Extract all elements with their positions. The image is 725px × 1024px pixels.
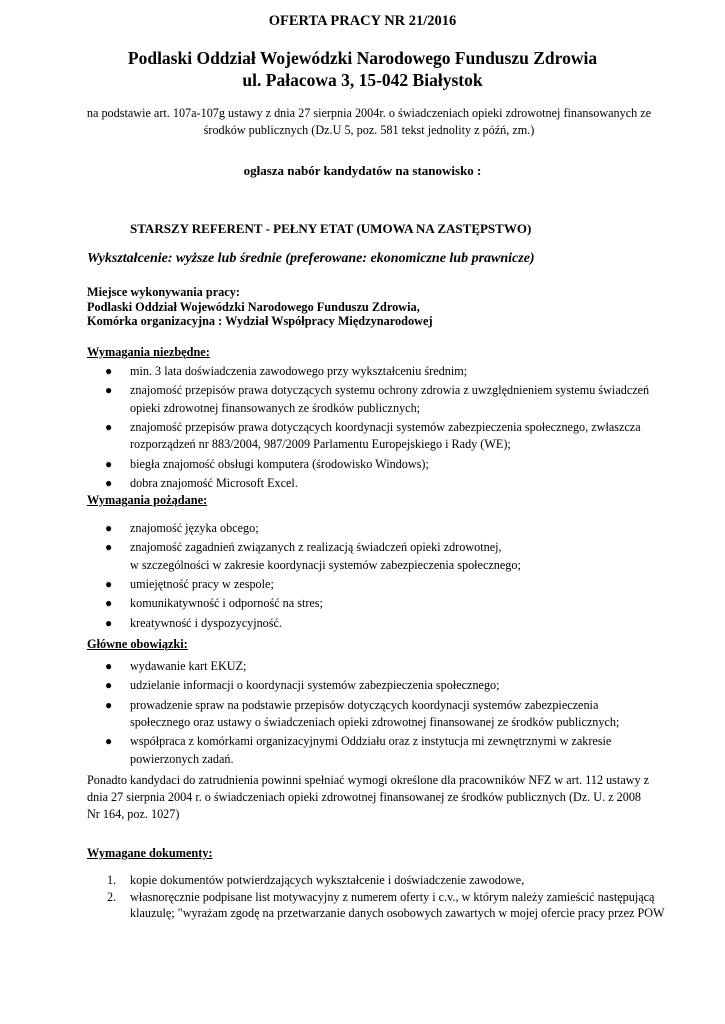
list-item: [0, 419, 725, 453]
list-item-line: umiejętność pracy w zespole;: [130, 576, 274, 591]
bullet-icon: ●: [105, 697, 113, 712]
workplace-org: Podlaski Oddział Wojewódzki Narodowego Funduszu Zdrowia,: [87, 299, 420, 314]
list-item: [0, 475, 725, 492]
list-item-line: wydawanie kart EKUZ;: [130, 659, 247, 673]
bullet-icon: ●: [105, 521, 113, 535]
additional-line: Nr 164, poz. 1027): [87, 807, 180, 821]
legal-basis: na podstawie art. 107a-107g ustawy z dnia 27 sierpnia 2004r. o świadczeniach opieki zdrowotnej finansowanych ze środków publicznych (Dz.U 5, poz. 581 tekst jednolity z późń, zm.): [86, 106, 652, 137]
list-item: [0, 733, 725, 767]
workplace-block: [87, 285, 433, 329]
offer-number: OFERTA PRACY NR 21/2016: [268, 13, 457, 29]
list-item-line: prowadzenie spraw na podstawie przepisów dotyczących koordynacji systemów zabezpieczenia: [130, 697, 599, 712]
additional-line: dnia 27 sierpnia 2004 r. o świadczeniach opieki zdrowotnej finansowanej ze środków publicznych (Dz. U. z 2008: [87, 790, 642, 804]
organization-name: Podlaski Oddział Wojewódzki Narodowego Funduszu Zdrowia: [127, 48, 598, 68]
document-number: 1.: [107, 873, 117, 887]
documents-list: [0, 872, 725, 921]
document-item: [0, 872, 725, 888]
list-item: [0, 658, 725, 675]
bullet-icon: ●: [105, 364, 113, 378]
desired-heading: Wymagania pożądane:: [87, 493, 208, 507]
bullet-icon: ●: [105, 734, 113, 749]
bullet-icon: ●: [105, 576, 113, 591]
list-item: [0, 576, 725, 593]
list-item: [0, 539, 725, 573]
bullet-icon: ●: [105, 419, 113, 434]
bullet-icon: ●: [105, 456, 113, 471]
list-item-line: dobra znajomość Microsoft Excel.: [130, 475, 298, 490]
list-item-line: rozporządzeń nr 883/2004, 987/2009 Parlamentu Europejskiego i Rady (WE);: [130, 437, 511, 452]
organization-address: ul. Pałacowa 3, 15-042 Białystok: [242, 70, 483, 90]
list-item-line: znajomość zagadnień związanych z realizacją świadczeń opieki zdrowotnej,: [130, 540, 502, 555]
document-line: kopie dokumentów potwierdzających wykształcenie i doświadczenie zawodowe,: [130, 873, 525, 887]
documents-heading: Wymagane dokumenty:: [87, 846, 213, 860]
position-title: STARSZY REFERENT - PEŁNY ETAT (UMOWA NA ZASTĘPSTWO): [130, 221, 532, 236]
duties-list: [0, 658, 725, 770]
list-item-line: w szczególności w zakresie koordynacji systemów zabezpieczenia społecznego;: [130, 557, 521, 572]
list-item: [0, 697, 725, 731]
list-item: [0, 677, 725, 694]
document-line: klauzulę; "wyrażam zgodę na przetwarzanie danych osobowych zawartych w mojej ofercie pracy przez POW: [130, 905, 665, 920]
additional-requirements: [87, 772, 692, 823]
desired-list: [0, 520, 725, 634]
document-line: własnoręcznie podpisane list motywacyjny z numerem oferty i c.v., w którym należy zamieścić następującą: [130, 889, 655, 904]
list-item-line: znajomość przepisów prawa dotyczących systemu ochrony zdrowia z uwzględnieniem systemu świadczeń: [130, 383, 650, 398]
list-item-line: współpraca z komórkami organizacyjnymi Oddziału oraz z instytucja mi zewnętrznymi w zakresie: [130, 734, 612, 749]
list-item-line: udzielanie informacji o koordynacji systemów zabezpieczenia społecznego;: [130, 678, 500, 693]
duties-heading: Główne obowiązki:: [87, 637, 188, 651]
required-heading: Wymagania niezbędne:: [87, 345, 210, 359]
workplace-label: Miejsce wykonywania pracy:: [87, 285, 241, 299]
list-item-line: opieki zdrowotnej finansowanych ze środków publicznych;: [130, 400, 421, 415]
bullet-icon: ●: [105, 615, 113, 630]
document-number: 2.: [107, 889, 117, 904]
bullet-icon: ●: [105, 540, 113, 555]
list-item: [0, 615, 725, 632]
required-list: [0, 363, 725, 494]
list-item-line: znajomość języka obcego;: [130, 521, 259, 535]
workplace-unit: Komórka organizacyjna : Wydział Współpracy Międzynarodowej: [87, 314, 433, 328]
education-requirement: Wykształcenie: wyższe lub średnie (preferowane: ekonomiczne lub prawnicze): [87, 251, 535, 266]
bullet-icon: ●: [105, 678, 113, 693]
list-item: [0, 382, 725, 416]
bullet-icon: ●: [105, 475, 113, 490]
bullet-icon: ●: [105, 383, 113, 398]
additional-line: Ponadto kandydaci do zatrudnienia powinni spełniać wymogi określone dla pracowników NFZ w art. 112 ustawy z: [87, 773, 650, 787]
list-item: [0, 456, 725, 473]
list-item-line: znajomość przepisów prawa dotyczących koordynacji systemów zabezpieczenia społecznego, zwłaszcza: [130, 419, 641, 434]
list-item-line: społecznego oraz ustawy o świadczeniach opieki zdrowotnej finansowanej ze środków publicznych;: [130, 714, 620, 729]
list-item-line: min. 3 lata doświadczenia zawodowego przy wykształceniu średnim;: [130, 364, 468, 378]
list-item-line: kreatywność i dyspozycyjność.: [130, 615, 282, 630]
list-item-line: komunikatywność i odporność na stres;: [130, 596, 323, 611]
document-item: [0, 889, 725, 921]
bullet-icon: ●: [105, 596, 113, 611]
list-item-line: biegła znajomość obsługi komputera (środowisko Windows);: [130, 456, 429, 471]
list-item: [0, 363, 725, 380]
announcement: ogłasza nabór kandydatów na stanowisko :: [243, 163, 482, 178]
list-item: [0, 520, 725, 537]
list-item-line: powierzonych zadań.: [130, 751, 234, 766]
bullet-icon: ●: [105, 659, 113, 673]
list-item: [0, 595, 725, 612]
